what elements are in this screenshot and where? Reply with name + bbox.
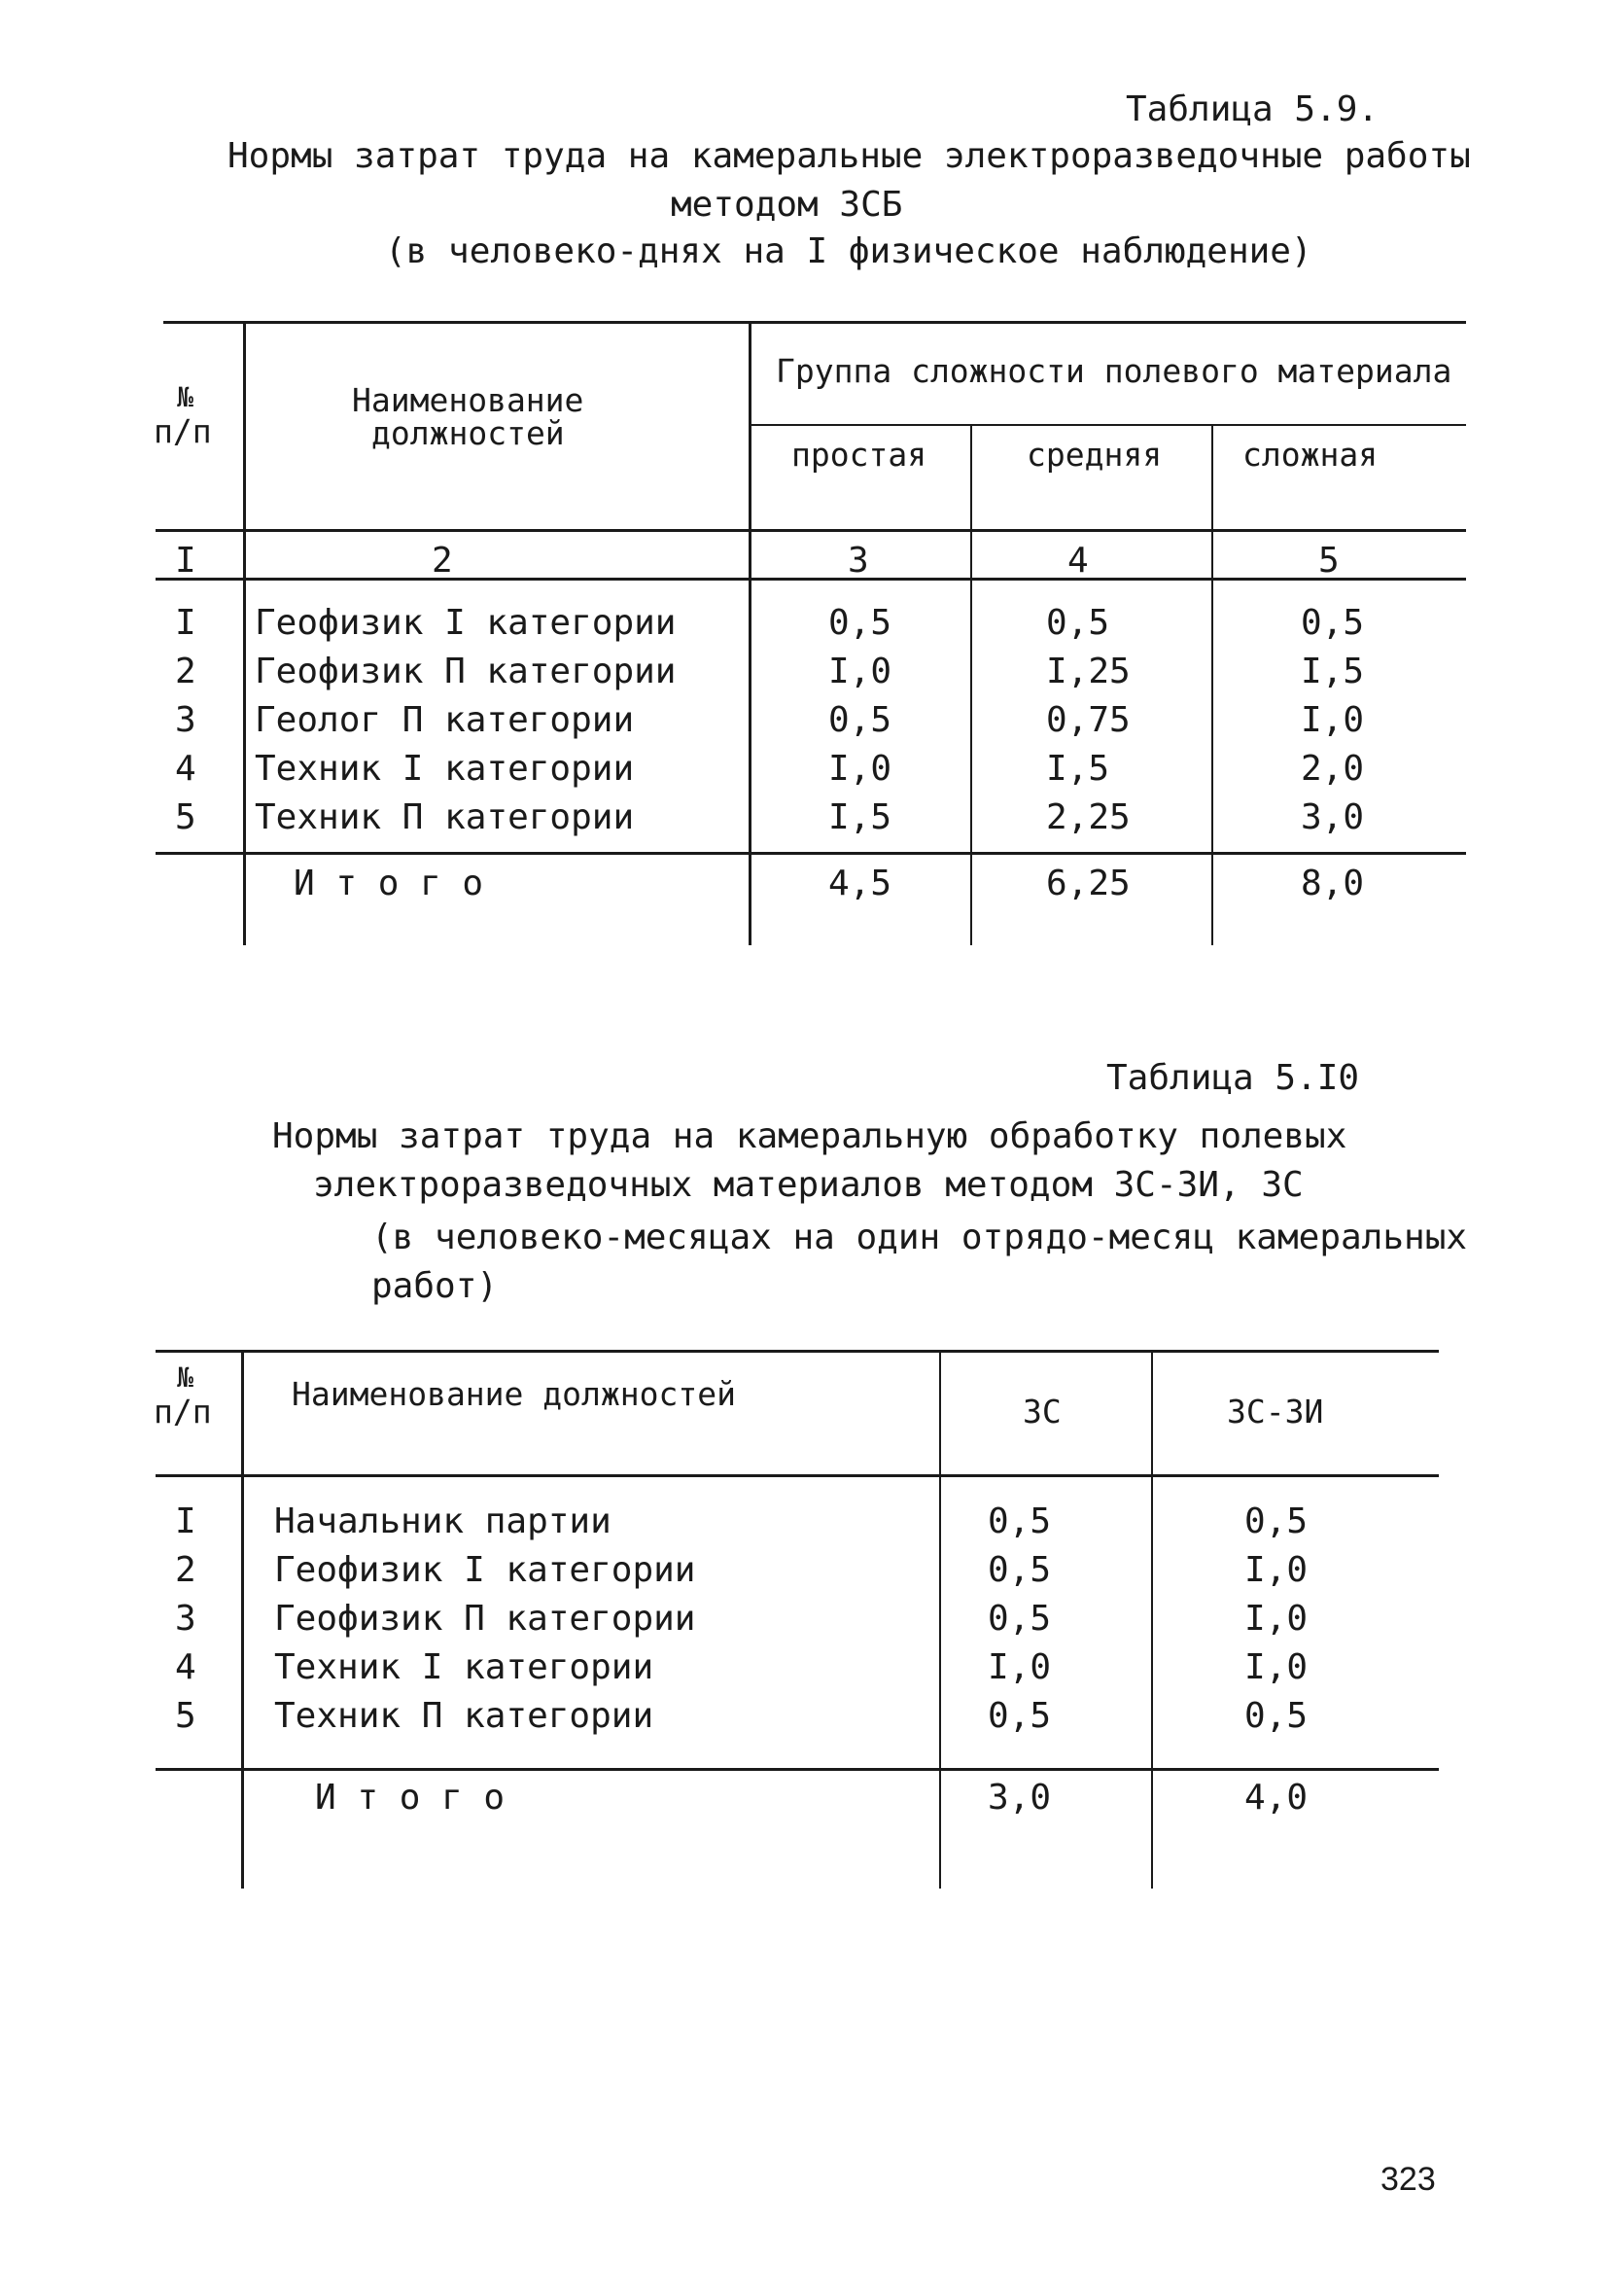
row-num: 5 [175,797,196,837]
row-complex: I,5 [1301,652,1365,691]
table1-header-simple: простая [791,436,927,474]
total-simple: 4,5 [828,864,892,903]
table1-unit-note: (в человеко-днях на I физическое наблюдение) [385,231,1312,271]
table1-header-num-symbol: № [177,381,193,413]
table1-label: Таблица 5.9. [1126,89,1380,129]
total-label: И т о г о [294,864,484,903]
table1-colnum-1: I [175,541,196,581]
row-zs: 0,5 [988,1599,1052,1639]
row-zs: 0,5 [988,1550,1052,1590]
table-total-row [0,864,1607,912]
row-medium: 0,5 [1046,603,1110,643]
total-label: И т о г о [315,1778,506,1818]
total-zs: 3,0 [988,1778,1052,1818]
row-num: 2 [175,652,196,691]
row-zs: 0,5 [988,1501,1052,1541]
row-zszi: I,0 [1244,1647,1309,1687]
row-simple: I,5 [828,797,892,837]
total-complex: 8,0 [1301,864,1365,903]
table-row [0,652,1607,700]
table1-header-group: Группа сложности полевого материала [776,352,1452,390]
row-num: 3 [175,1599,196,1639]
table-row [0,1647,1607,1696]
row-position: Геофизик П категории [274,1599,696,1639]
table-row [0,1599,1607,1647]
row-zs: 0,5 [988,1696,1052,1736]
table2-title-line1: Нормы затрат труда на камеральную обработку полевых [272,1116,1347,1156]
table1-header-num-pp: п/п [154,412,212,450]
row-position: Техник П категории [255,797,635,837]
row-num: I [175,1501,196,1541]
row-num: 3 [175,700,196,740]
row-position: Техник I категории [274,1647,654,1687]
table-row [0,1696,1607,1745]
row-simple: I,0 [828,652,892,691]
row-simple: 0,5 [828,700,892,740]
row-position: Геофизик П категории [255,652,677,691]
table2-unit-note-line2: работ) [371,1266,499,1306]
row-position: Геофизик I категории [255,603,677,643]
table1-title-line2: методом ЗСБ [671,185,903,225]
total-medium: 6,25 [1046,864,1131,903]
table1-colnum-4: 4 [1067,541,1089,581]
table1-header-position-line1: Наименование [352,381,584,419]
row-simple: I,0 [828,749,892,789]
page-number: 323 [1380,2161,1436,2198]
table2-header-zszi: ЗС-ЗИ [1227,1393,1324,1431]
table1-header-medium: средняя [1027,436,1163,474]
table2-header-num-pp: п/п [154,1393,212,1431]
row-position: Техник П категории [274,1696,654,1736]
row-num: I [175,603,196,643]
row-complex: 3,0 [1301,797,1365,837]
row-zszi: I,0 [1244,1599,1309,1639]
row-medium: I,5 [1046,749,1110,789]
table2-label: Таблица 5.I0 [1106,1058,1360,1098]
table-row [0,603,1607,652]
table-row [0,1501,1607,1550]
row-simple: 0,5 [828,603,892,643]
table-row [0,797,1607,846]
row-position: Начальник партии [274,1501,611,1541]
table2-header-zs: ЗС [1023,1393,1062,1431]
row-complex: 2,0 [1301,749,1365,789]
row-num: 5 [175,1696,196,1736]
row-zs: I,0 [988,1647,1052,1687]
table2-unit-note-line1: (в человеко-месяцах на один отрядо-месяц камеральных [371,1218,1468,1257]
table1-colnum-5: 5 [1318,541,1340,581]
table1-title-line1: Нормы затрат труда на камеральные электроразведочные работы [227,136,1471,176]
row-zszi: 0,5 [1244,1501,1309,1541]
table-row [0,700,1607,749]
table1-colnum-2: 2 [432,541,453,581]
table2-header-num-symbol: № [177,1361,193,1394]
row-num: 4 [175,749,196,789]
table-row [0,1550,1607,1599]
row-complex: 0,5 [1301,603,1365,643]
table-row [0,749,1607,797]
table2-title-line2: электроразведочных материалов методом ЗС-ЗИ, ЗС [313,1165,1304,1205]
row-complex: I,0 [1301,700,1365,740]
table2-header-position: Наименование должностей [292,1375,736,1413]
row-position: Геофизик I категории [274,1550,696,1590]
row-num: 2 [175,1550,196,1590]
table1-colnum-3: 3 [848,541,869,581]
row-num: 4 [175,1647,196,1687]
row-position: Геолог П категории [255,700,635,740]
table1-header-position-line2: должностей [371,414,565,452]
row-medium: 2,25 [1046,797,1131,837]
row-zszi: I,0 [1244,1550,1309,1590]
table1-header-complex: сложная [1242,436,1379,474]
row-zszi: 0,5 [1244,1696,1309,1736]
row-position: Техник I категории [255,749,635,789]
row-medium: I,25 [1046,652,1131,691]
total-zszi: 4,0 [1244,1778,1309,1818]
table-total-row [0,1778,1607,1826]
row-medium: 0,75 [1046,700,1131,740]
